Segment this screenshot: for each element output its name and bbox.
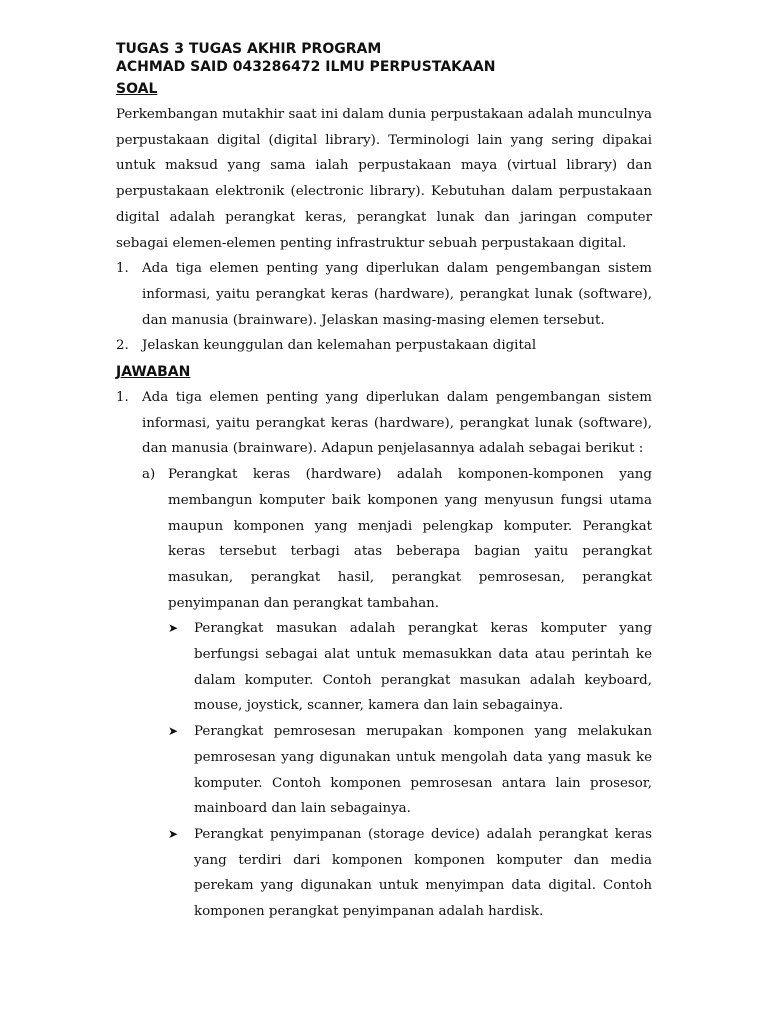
soal-item-2 bbox=[116, 333, 652, 359]
jawaban-item-1 bbox=[116, 385, 652, 462]
arrowhead-bullet-icon: ➤ bbox=[168, 724, 179, 739]
jawaban-sub-item-a bbox=[142, 462, 652, 616]
jawaban-heading: JAWABAN bbox=[116, 364, 191, 381]
bullet-item-input-device bbox=[168, 616, 652, 719]
list-item-text: Ada tiga elemen penting yang diperlukan dalam pengembangan sistem informasi, yaitu perangkat keras (hardware), perangkat lunak (software), dan manusia (brainware). Adapun penjelasannya adalah sebagai berikut : bbox=[142, 390, 652, 457]
list-item-text: Jelaskan keunggulan dan kelemahan perpustakaan digital bbox=[142, 338, 537, 354]
bullet-text: Perangkat penyimpanan (storage device) adalah perangkat keras yang terdiri dari komponen komponen komputer dan media perekam yang digunakan untuk menyimpan data digital. Contoh komponen perangkat penyimpanan adalah hardisk. bbox=[194, 826, 652, 920]
sub-item-text: Perangkat keras (hardware) adalah komponen-komponen yang membangun komputer baik komponen yang menyusun fungsi utama maupun komponen yang menjadi pelengkap komputer. Perangkat keras tersebut terbagi atas beberapa bagian yaitu perangkat masukan, perangkat hasil, perangkat pemrosesan, perangkat penyimpanan dan perangkat tambahan. bbox=[168, 467, 652, 611]
list-item-text: Ada tiga elemen penting yang diperlukan dalam pengembangan sistem informasi, yaitu perangkat keras (hardware), perangkat lunak (software), dan manusia (brainware). Jelaskan masing-masing elemen tersebut. bbox=[142, 261, 652, 328]
list-number: 2. bbox=[116, 338, 129, 354]
bullet-text: Perangkat pemrosesan merupakan komponen yang melakukan pemrosesan yang digunakan untuk mengolah data yang masuk ke komputer. Contoh komponen pemrosesan antara lain prosesor, mainboard dan lain sebagainya. bbox=[194, 724, 652, 817]
assignment-title: TUGAS 3 TUGAS AKHIR PROGRAM bbox=[116, 41, 382, 57]
sub-item-label: a) bbox=[142, 467, 156, 483]
document-page bbox=[116, 40, 652, 925]
arrowhead-bullet-icon: ➤ bbox=[168, 826, 179, 841]
soal-item-1 bbox=[116, 256, 652, 333]
list-number: 1. bbox=[116, 261, 129, 277]
soal-heading: SOAL bbox=[116, 81, 158, 97]
student-info: ACHMAD SAID 043286472 ILMU PERPUSTAKAAN bbox=[116, 59, 496, 75]
list-number: 1. bbox=[116, 390, 129, 406]
bullet-item-processing-device bbox=[168, 719, 652, 822]
bullet-text: Perangkat masukan adalah perangkat keras komputer yang berfungsi sebagai alat untuk memasukkan data atau perintah ke dalam komputer. Contoh perangkat masukan adalah keyboard, mouse, joystick, scanner, kamera dan lain sebagainya. bbox=[194, 621, 652, 714]
arrowhead-bullet-icon: ➤ bbox=[168, 621, 179, 636]
soal-intro-paragraph: Perkembangan mutakhir saat ini dalam dunia perpustakaan adalah munculnya perpustakaan digital (digital library). Terminologi lain yang sering dipakai untuk maksud yang sama ialah perpustakaan maya (virtual library) dan perpustakaan elektronik (electronic library). Kebutuhan dalam perpustakaan digital adalah perangkat keras, perangkat lunak dan jaringan computer sebagai elemen-elemen penting infrastruktur sebuah perpustakaan digital. bbox=[116, 107, 652, 251]
bullet-item-storage-device bbox=[168, 822, 652, 925]
